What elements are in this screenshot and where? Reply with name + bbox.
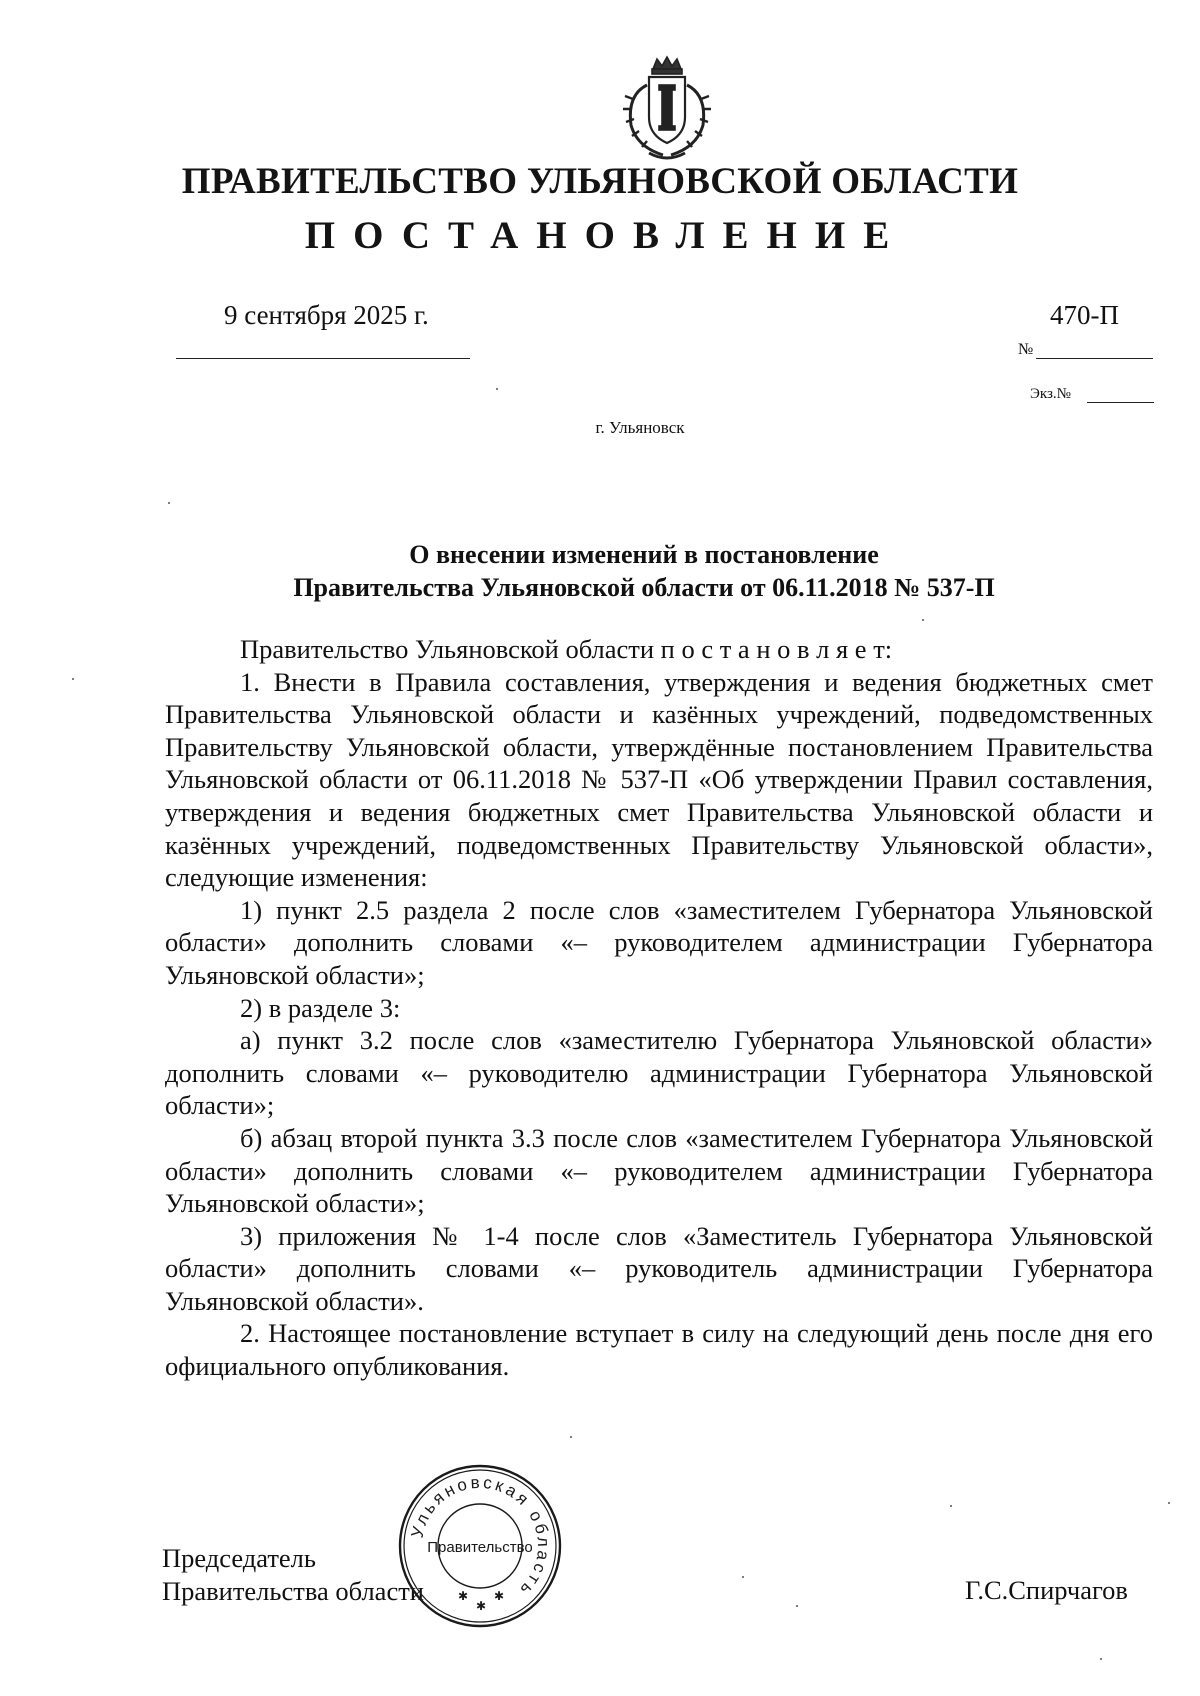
number-underline	[1036, 358, 1153, 359]
svg-text:Ульяновская область	[408, 1473, 554, 1601]
paragraph-1-item-2b: б) абзац второй пункта 3.3 после слов «заместителем Губернатора Ульяновской области» дополнить словами «– руководителем администрации Губернатора Ульяновской области»;	[165, 1122, 1153, 1219]
signer-position-line-1: Председатель	[162, 1543, 316, 1573]
copy-number-label: Экз.№	[1030, 386, 1071, 402]
scan-speck	[742, 1576, 744, 1578]
document-date: 9 сентября 2025 г.	[224, 300, 429, 330]
subject-line-1: О внесении изменений в постановление	[409, 540, 879, 569]
number-label: №	[1018, 341, 1034, 358]
scan-speck	[168, 502, 170, 504]
subject-line-2: Правительства Ульяновской области от 06.11.2018 № 537-П	[293, 573, 995, 602]
document-body	[165, 633, 1153, 1383]
seal-center-text: Правительство	[427, 1539, 533, 1556]
government-title: ПРАВИТЕЛЬСТВО УЛЬЯНОВСКОЙ ОБЛАСТИ	[181, 161, 1019, 202]
signer-name: Г.С.Спирчагов	[965, 1575, 1128, 1605]
scan-speck	[1168, 1502, 1170, 1504]
document-subject	[0, 538, 1200, 604]
copy-number-underline	[1087, 402, 1154, 403]
document-type: ПОСТАНОВЛЕНИЕ	[304, 214, 908, 257]
seal-ring-text: Ульяновская область	[407, 1472, 554, 1602]
scan-speck	[570, 1436, 572, 1438]
seal-star-center-icon: ✱	[476, 1599, 487, 1613]
paragraph-1-item-3: 3) приложения № 1-4 после слов «Заместитель Губернатора Ульяновской области» дополнить словами «– руководитель администрации Губернатора Ульяновской области».	[165, 1220, 1153, 1316]
paragraph-1-item-2: 2) в разделе 3:	[240, 992, 401, 1023]
signer-position	[162, 1542, 424, 1608]
paragraph-1: 1. Внести в Правила составления, утверждения и ведения бюджетных смет Правительства Ульяновской области и казённых учреждений, подведомственных Правительству Ульяновской области, утверждённые постановлением Правительства Ульяновской области от 06.11.2018 № 537-П «Об утверждении Правил составления, утверждения и ведения бюджетных смет Правительства Ульяновской области и казённых учреждений, подведомственных Правительству Ульяновской области», следующие изменения:	[165, 666, 1153, 893]
scan-speck	[950, 1505, 952, 1507]
official-seal-stamp	[396, 1462, 564, 1630]
seal-star-right-icon: ✱	[494, 1589, 505, 1603]
city: г. Ульяновск	[595, 418, 685, 437]
seal-star-left-icon: ✱	[458, 1589, 469, 1603]
paragraph-2: 2. Настоящее постановление вступает в силу на следующий день после дня его официального опубликования.	[165, 1318, 1153, 1382]
scan-speck	[72, 678, 74, 680]
scan-speck	[1100, 1658, 1102, 1660]
ulyanovsk-coat-of-arms-icon	[619, 55, 715, 165]
paragraph-1-item-1: 1) пункт 2.5 раздела 2 после слов «заместителем Губернатора Ульяновской области» дополнить словами «– руководителем администрации Губернатора Ульяновской области»;	[165, 894, 1153, 990]
date-underline	[176, 358, 470, 359]
paragraph-1-item-2a: а) пункт 3.2 после слов «заместителю Губернатора Ульяновской области» дополнить словами «– руководителю администрации Губернатора Ульяновской области»;	[165, 1025, 1153, 1121]
scan-speck	[922, 619, 924, 621]
signer-position-line-2: Правительства области	[162, 1576, 424, 1606]
scan-speck	[496, 388, 498, 390]
preamble: Правительство Ульяновской области п о с т а н о в л я е т:	[240, 634, 893, 664]
document-number: 470-П	[1050, 300, 1119, 330]
scan-speck	[796, 1605, 798, 1607]
